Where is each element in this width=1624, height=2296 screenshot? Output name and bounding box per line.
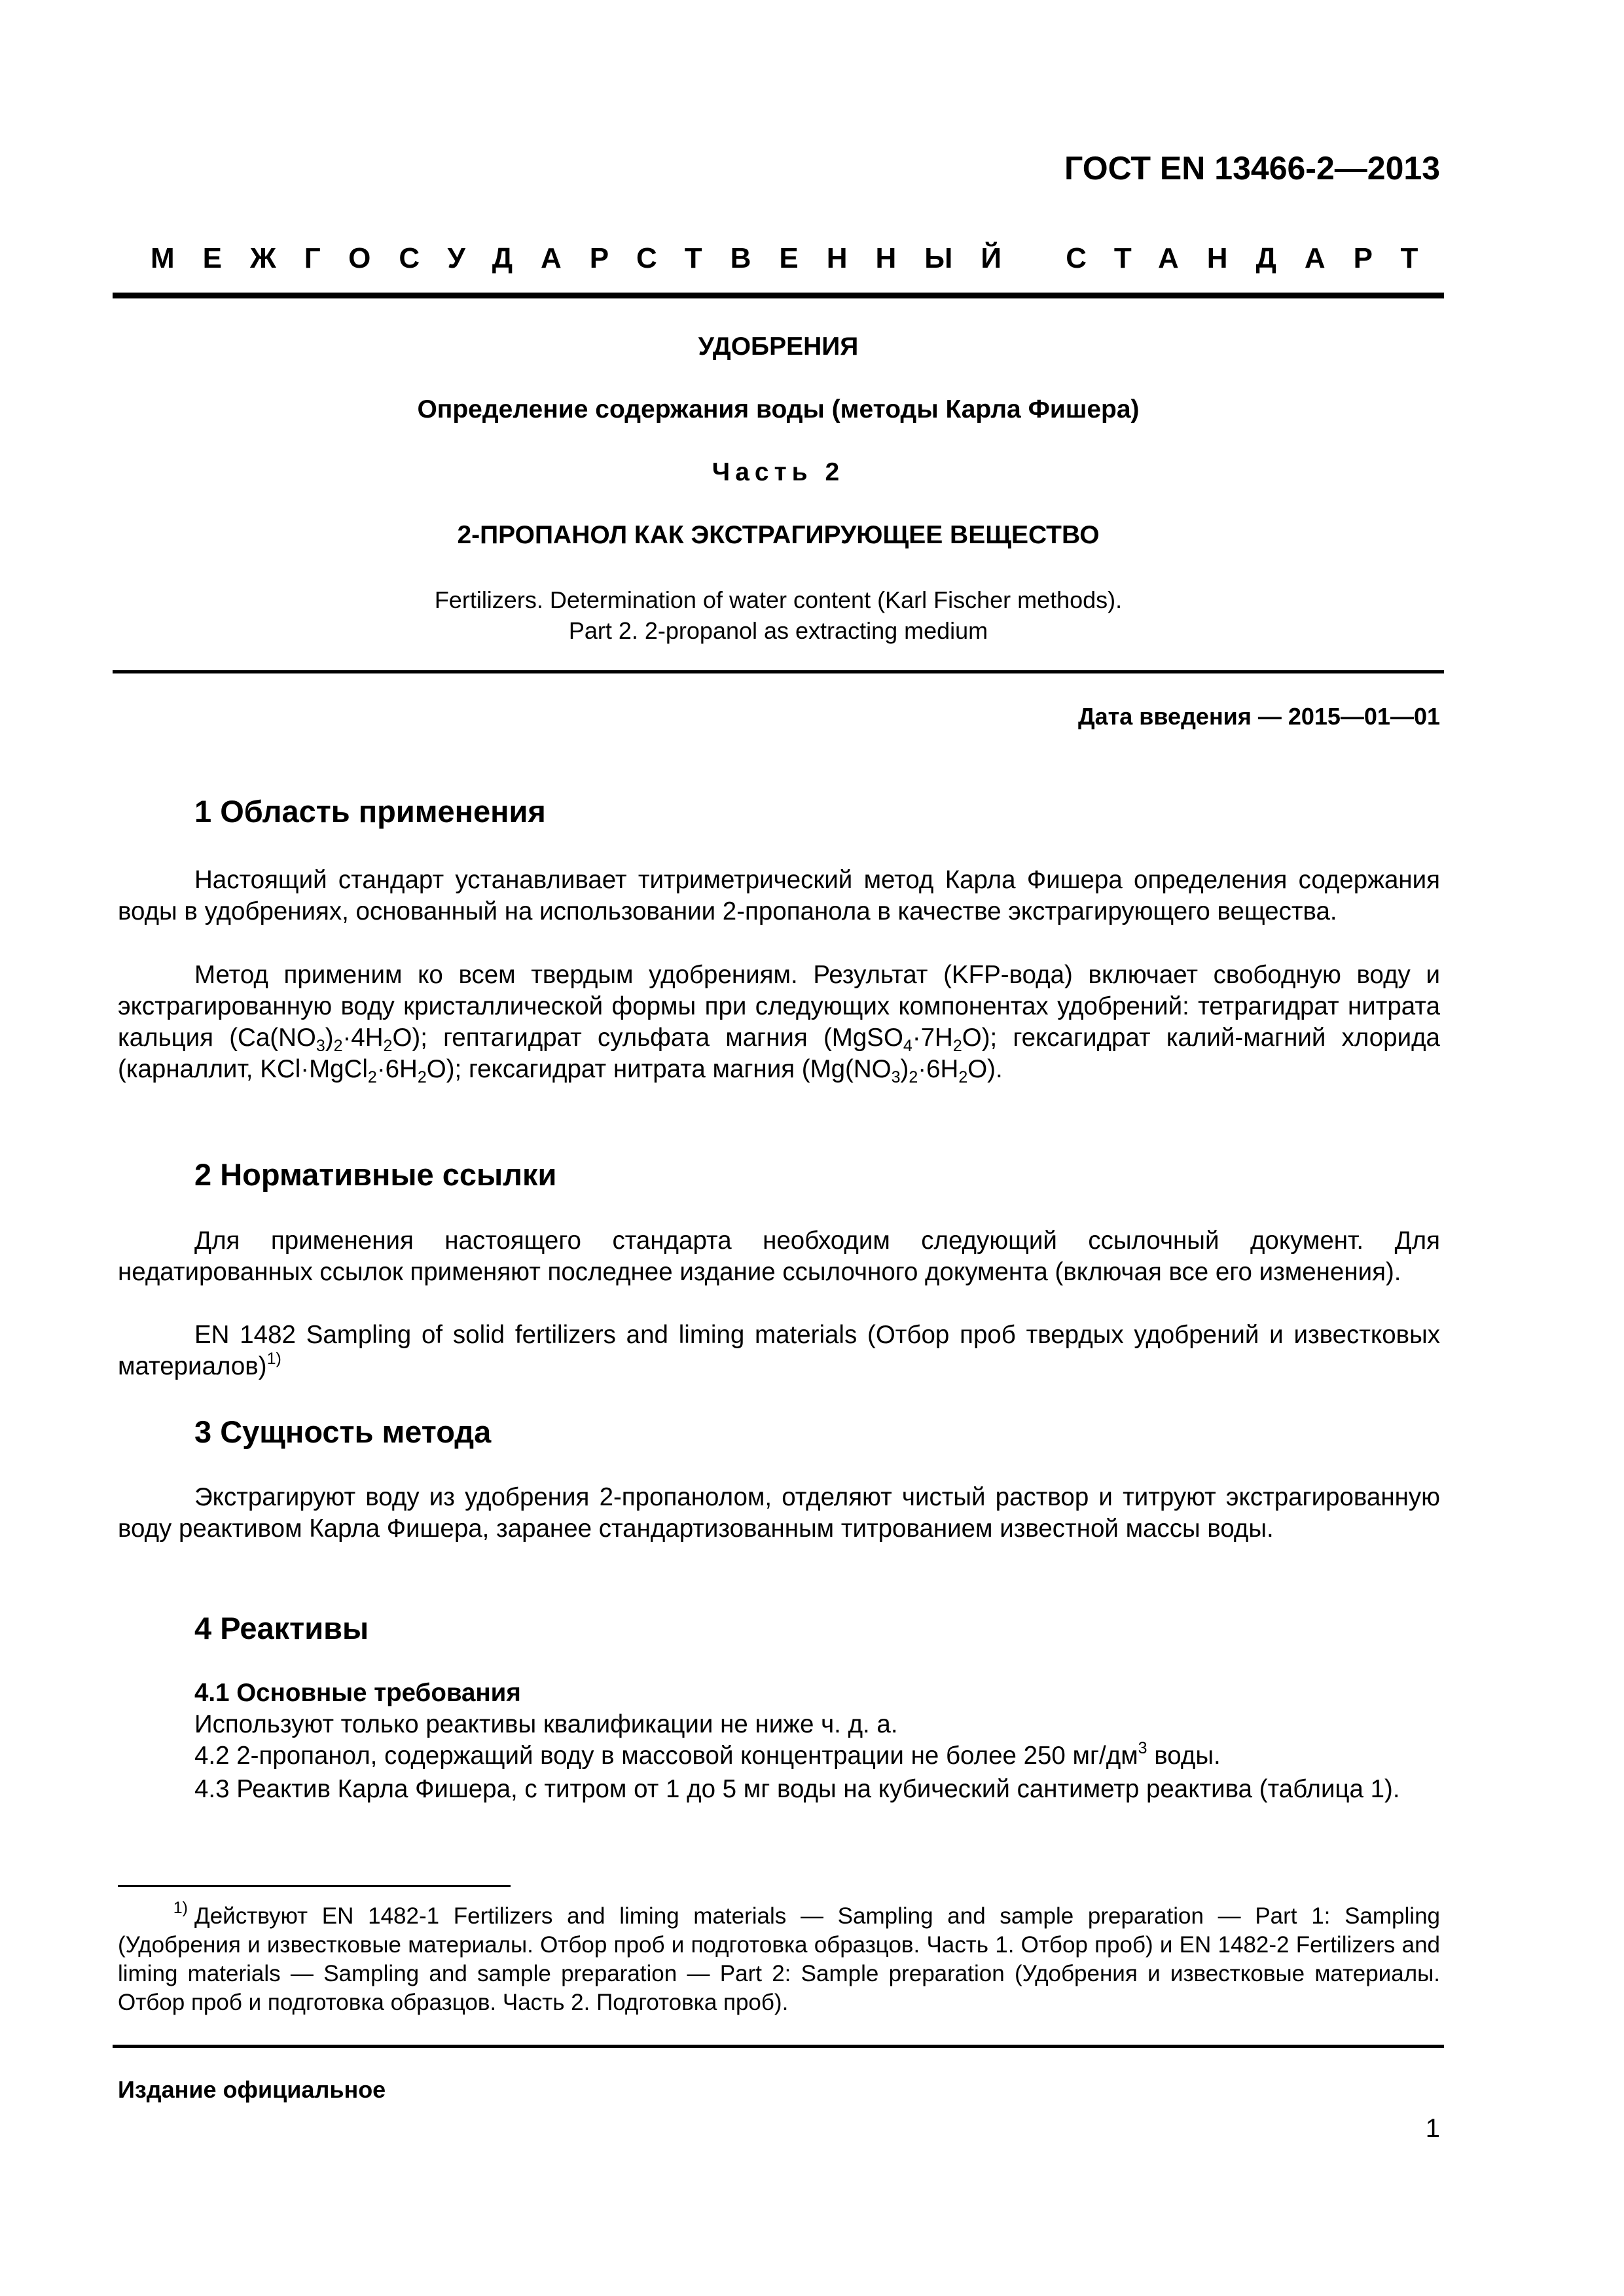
magnesium-sulfate-label: гептагидрат сульфата магния	[443, 1024, 808, 1052]
section-4-2-text	[194, 1739, 1440, 1770]
formula-magnesium-sulfate: $(MgSO_4\cdot 7H_2O)$;	[823, 1024, 998, 1055]
footnote-mark: 1)	[173, 1899, 188, 1917]
section-2-paragraph-1	[118, 1225, 1440, 1288]
formula-calcium-nitrate: $(Ca(NO_3)_2\cdot 4H_2O)$;	[229, 1024, 427, 1055]
section-3-heading: 3 Сущность метода	[194, 1414, 492, 1449]
section-1-paragraph-1	[118, 865, 1440, 927]
section-1-paragraph-2-text: Метод применим ко всем твердым удобрениям. Результат (KFP-вода) включает свободную воду и экстрагированную воду кристаллической формы при следующих компонентах удобрений: тетрагидрат нитрата кальция	[118, 961, 1440, 1052]
section-2-paragraph-1-text: Для применения настоящего стандарта необходим следующий ссылочный документ. Для недатированных ссылок применяют последнее издание ссылочного документа (включая все его изменения).	[118, 1227, 1440, 1286]
footnote	[118, 1899, 1440, 2017]
carnallite-label: гексагидрат калий-магний хлорида (карналлит,	[118, 1024, 1440, 1083]
section-4-2-tail: воды.	[1147, 1742, 1221, 1770]
section-2-paragraph-2-text: EN 1482 Sampling of solid fertilizers and liming materials (Отбор проб твердых удобрений и известковых материалов)	[118, 1321, 1440, 1380]
section-2-paragraph-2	[118, 1319, 1440, 1382]
introduction-date: Дата введения — 2015—01—01	[1077, 703, 1440, 730]
english-title-line-2: Part 2. 2-propanol as extracting medium	[568, 617, 988, 644]
document-number: ГОСТ EN 13466-2—2013	[1064, 150, 1440, 187]
section-4-1-text: Используют только реактивы квалификации не ниже ч. д. а.	[194, 1710, 898, 1738]
standard-kind-heading: МЕЖГОСУДАРСТВЕННЫЙ СТАНДАРТ	[151, 242, 1447, 274]
footnote-reference: 1)	[266, 1350, 281, 1368]
section-4-1-heading: 4.1 Основные требования	[194, 1679, 521, 1707]
official-edition-label: Издание официальное	[118, 2076, 386, 2103]
footer-divider	[113, 2045, 1444, 2048]
section-3-paragraph-1-text: Экстрагируют воду из удобрения 2-пропанолом, отделяют чистый раствор и титруют экстрагированную воду реактивом Карла Фишера, заранее стандартизованным титрованием известной массы воды.	[118, 1483, 1440, 1543]
header-divider	[113, 293, 1444, 298]
page-number: 1	[1425, 2114, 1440, 2143]
footnote-text: Действуют EN 1482-1 Fertilizers and liming materials — Sampling and sample preparation — Part 1: Sampling (Удобрения и известковые материалы. Отбор проб и подготовка образцов. Часть 1. Отбор проб) и EN 1482-2 Fertilizers and liming materials — Sampling and sample preparation — Part 2: Sample preparation (Удобрения и известковые материалы. Отбор проб и подготовка образцов. Часть 2. Подготовка проб).	[118, 1903, 1440, 2015]
section-4-3-text: 4.3 Реактив Карла Фишера, с титром от 1 до 5 мг воды на кубический сантиметр реактива (таблица 1).	[194, 1775, 1400, 1803]
magnesium-nitrate-label: гексагидрат нитрата магния	[468, 1055, 795, 1083]
section-2-heading: 2 Нормативные ссылки	[194, 1157, 557, 1192]
footnote-divider	[118, 1885, 511, 1887]
section-4-heading: 4 Реактивы	[194, 1611, 369, 1645]
title-divider	[113, 670, 1444, 673]
document-part-title: 2-ПРОПАНОЛ КАК ЭКСТРАГИРУЮЩЕЕ ВЕЩЕСТВО	[457, 521, 1100, 549]
english-title-line-1: Fertilizers. Determination of water content (Karl Fischer methods).	[434, 586, 1123, 613]
document-subtitle: Определение содержания воды (методы Карла Фишера)	[417, 395, 1140, 423]
section-1-heading: 1 Область применения	[194, 794, 546, 829]
section-3-paragraph-1	[118, 1482, 1440, 1545]
section-4-2-main: 4.2 2-пропанол, содержащий воду в массовой концентрации не более 250 мг/дм	[194, 1742, 1138, 1770]
document-title: УДОБРЕНИЯ	[698, 332, 859, 361]
english-title	[113, 584, 1444, 646]
document-part: Часть 2	[712, 458, 845, 486]
section-4-3-paragraph	[118, 1774, 1440, 1805]
formula-carnallite: $KCl\cdot MgCl_2\cdot 6H_2O$);	[260, 1055, 462, 1086]
formula-magnesium-nitrate: $(Mg(NO_3)_2\cdot 6H_2O)$.	[801, 1055, 1003, 1086]
section-1-paragraph-2	[118, 960, 1440, 1085]
section-1-paragraph-1-text: Настоящий стандарт устанавливает титриметрический метод Карла Фишера определения содержания воды в удобрениях, основанный на использовании 2-пропанола в качестве экстрагирующего вещества.	[118, 866, 1440, 925]
cubic-superscript: 3	[1138, 1739, 1147, 1757]
